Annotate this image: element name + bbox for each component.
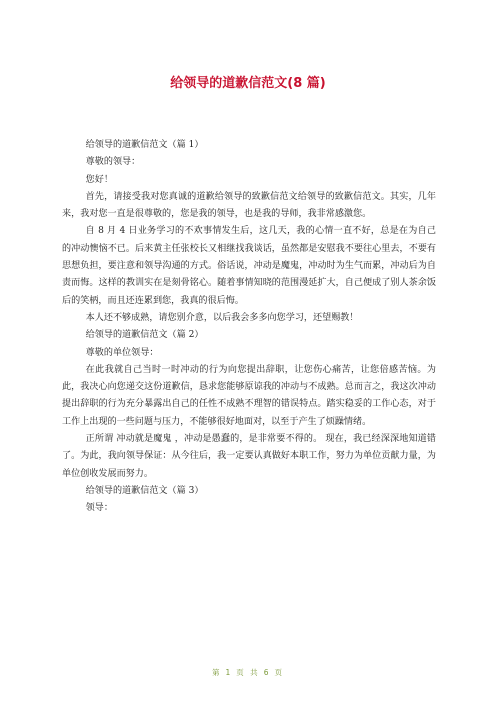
paragraph: 首先，请接受我对您真诚的道歉给领导的致歉信范文给领导的致歉信范文。其实，几年来，我对您一直是很尊敬的，您是我的领导，也是我的导师，我非常感激您。 [62,191,436,220]
total-pages-number: 6 [263,668,271,677]
footer-label-pages: 页 [274,668,284,677]
salutation: 尊敬的单位领导： [85,347,159,358]
section-heading: 给领导的道歉信范文（篇 3） [85,485,204,496]
current-page-number: 1 [225,668,233,677]
salutation: 领导： [85,503,113,514]
salutation: 尊敬的领导： [85,157,141,168]
section-heading: 给领导的道歉信范文（篇 2） [85,330,204,341]
paragraph: 正所谓 冲动就是魔鬼 ，冲动是愚蠢的，是非常要不得的。 现在，我已经深深地知道错了。为此，我向领导保证：从今往后，我一定要认真做好本职工作，努力为单位贡献力量，为单位创收发展而努力。 [62,434,436,479]
greeting: 您好！ [85,174,113,185]
paragraph: 本人还不够成熟，请您别介意，以后我会多多向您学习，还望赐教！ [85,312,359,323]
document-body [62,137,436,518]
section-heading: 给领导的道歉信范文（篇 1） [85,140,204,150]
page-footer [0,668,496,678]
document-title: 给领导的道歉信范文(8 篇) [170,76,326,91]
footer-label-page: 第 [212,668,222,677]
paragraph: 在此我就自己当时一时冲动的行为向您提出辞职，让您伤心痛苦，让您倍感苦恼。为此，我决心向您递交这份道歉信，恳求您能够原谅我的冲动与不成熟。总而言之，我这次冲动提出辞职的行为充分暴露出自己的任性不成熟不理智的错误特点。踏实稳妥的工作心态，对于工作上出现的一些问题与压力，不能够很好地面对，以至于产生了烦躁情绪。 [62,364,436,427]
footer-label-of: 页 共 [236,668,260,677]
paragraph: 自 8 月 4 日业务学习的不欢事情发生后，这几天，我的心情一直不好，总是在为自己的冲动懊恼不已。后来黄主任张校长又相继找我谈话，虽然都是安慰我不要往心里去，不要有思想负担，要注意和领导沟通的方式。俗话说，冲动是魔鬼，冲动时为生气而累，冲动后为自责而悔。这样的教训实在是刻骨铭心。随着事情知晓的范围漫延扩大，自己便成了别人茶余饭后的笑柄，而且还连累到您，我真的很后悔。 [62,226,436,306]
